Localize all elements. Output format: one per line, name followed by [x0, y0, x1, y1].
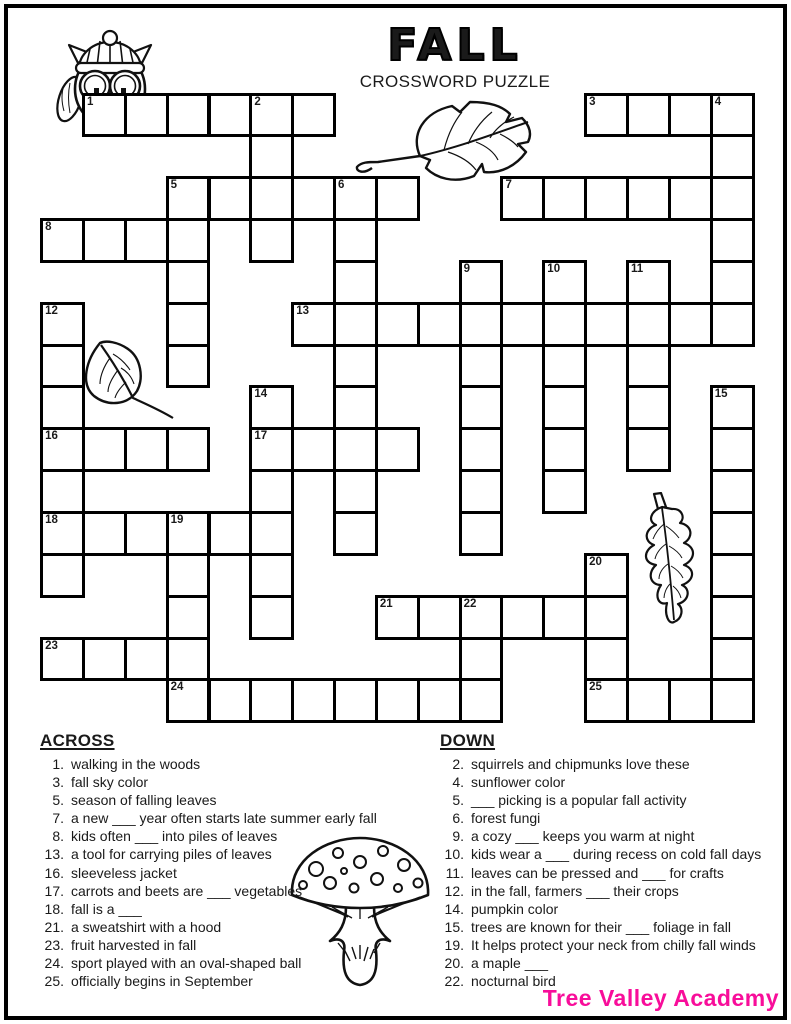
clue-number: 3. [52, 774, 64, 791]
clue-number: 24. [44, 955, 64, 972]
grid-cell[interactable] [40, 469, 85, 514]
grid-cell[interactable] [542, 344, 587, 389]
clue-item [438, 864, 786, 882]
clue-text: a maple ___ [471, 955, 549, 972]
clue-text: season of falling leaves [71, 792, 217, 809]
cell-number: 12 [45, 304, 58, 317]
cell-number: 24 [170, 681, 184, 694]
grid-cell[interactable] [249, 511, 294, 556]
clue-number: 18. [44, 900, 64, 917]
grid-cell[interactable] [291, 302, 336, 347]
grid-cell[interactable] [249, 678, 294, 723]
clue-item [438, 791, 786, 809]
clue-item [38, 936, 432, 954]
clue-item [438, 936, 786, 954]
clue-item [38, 882, 432, 900]
cell-number: 9 [463, 262, 470, 275]
clue-item [438, 918, 786, 936]
grid-cell[interactable] [249, 427, 294, 472]
clue-item [438, 773, 786, 791]
grid-cell[interactable] [291, 176, 336, 221]
grid-cell[interactable] [166, 176, 211, 221]
grid-cell[interactable] [584, 176, 629, 221]
cell-number: 4 [714, 95, 722, 108]
grid-cell[interactable] [333, 427, 378, 472]
grid-cell[interactable] [542, 385, 587, 430]
clue-item [38, 755, 432, 773]
clue-text: forest fungi [471, 810, 541, 827]
grid-cell[interactable] [249, 93, 294, 138]
grid-cell[interactable] [124, 637, 169, 682]
clue-number: 19. [444, 936, 464, 953]
grid-cell[interactable] [626, 93, 671, 138]
clue-text: fall sky color [71, 774, 149, 791]
grid-cell[interactable] [584, 595, 629, 640]
grid-cell[interactable] [82, 218, 127, 263]
clue-number: 21. [44, 918, 64, 935]
grid-cell[interactable] [375, 427, 420, 472]
grid-cell[interactable] [333, 260, 378, 305]
cell-number: 20 [589, 555, 602, 568]
grid-cell[interactable] [40, 511, 85, 556]
grid-cell[interactable] [82, 637, 127, 682]
grid-cell[interactable] [124, 511, 169, 556]
cell-number: 6 [338, 179, 345, 192]
grid-cell[interactable] [626, 176, 671, 221]
across-heading: ACROSS [40, 731, 115, 750]
grid-cell[interactable] [459, 427, 504, 472]
grid-cell[interactable] [166, 595, 211, 640]
clue-text: walking in the woods [71, 756, 201, 772]
across-section [38, 731, 432, 990]
grid-cell[interactable] [710, 427, 755, 472]
grid-cell[interactable] [459, 469, 504, 514]
grid-cell[interactable] [124, 218, 169, 263]
grid-cell[interactable] [417, 678, 462, 723]
grid-cell[interactable] [166, 511, 211, 556]
clue-item [438, 845, 786, 863]
clue-number: 10. [444, 846, 464, 863]
grid-cell[interactable] [40, 553, 85, 598]
grid-cell[interactable] [375, 302, 420, 347]
grid-cell[interactable] [40, 427, 85, 472]
clue-item [438, 882, 786, 900]
grid-cell[interactable] [500, 595, 545, 640]
cell-number: 2 [254, 95, 261, 108]
grid-cell[interactable] [166, 302, 211, 347]
clue-number: 2. [452, 756, 464, 772]
cell-number: 23 [45, 639, 58, 652]
grid-cell[interactable] [584, 302, 629, 347]
clue-item [38, 809, 432, 827]
grid-cell[interactable] [249, 469, 294, 514]
grid-cell[interactable] [459, 637, 504, 682]
grid-cell[interactable] [584, 93, 629, 138]
grid-cell[interactable] [333, 344, 378, 389]
cell-number: 16 [45, 430, 58, 443]
grid-cell[interactable] [459, 385, 504, 430]
clue-number: 4. [452, 774, 464, 791]
grid-cell[interactable] [710, 595, 755, 640]
clue-text: officially begins in September [71, 973, 253, 990]
cell-number: 18 [45, 514, 58, 526]
grid-cell[interactable] [459, 595, 504, 640]
title-block [310, 20, 600, 92]
clue-text: pumpkin color [471, 900, 559, 917]
grid-cell[interactable] [291, 93, 336, 138]
grid-cell[interactable] [375, 176, 420, 221]
cell-number: 8 [45, 221, 52, 234]
clue-number: 5. [52, 792, 64, 809]
clue-item [38, 900, 432, 918]
grid-cell[interactable] [82, 93, 127, 138]
clue-text: sleeveless jacket [71, 864, 177, 881]
grid-cell[interactable] [542, 302, 587, 347]
grid-cell[interactable] [459, 678, 504, 723]
clue-number: 13. [44, 846, 64, 863]
clue-item [38, 864, 432, 882]
grid-cell[interactable] [710, 678, 755, 723]
grid-cell[interactable] [710, 302, 755, 347]
cell-number: 7 [505, 179, 512, 192]
clue-text: sport played with an oval-shaped ball [71, 955, 302, 972]
clue-number: 14. [444, 900, 464, 917]
clue-text: leaves can be pressed and ___ for crafts [471, 864, 724, 881]
grid-cell[interactable] [166, 218, 211, 263]
grid-cell[interactable] [710, 260, 755, 305]
grid-cell[interactable] [626, 385, 671, 430]
grid-cell[interactable] [375, 595, 420, 640]
clue-number: 22. [444, 973, 464, 990]
clue-number: 20. [444, 955, 464, 972]
clue-number: 6. [452, 810, 464, 827]
grid-cell[interactable] [542, 260, 587, 305]
grid-cell[interactable] [710, 93, 755, 138]
grid-cell[interactable] [249, 595, 294, 640]
page-subtitle: CROSSWORD PUZZLE [359, 72, 551, 91]
clue-text: kids wear a ___ during recess on cold fall days [471, 846, 762, 863]
clue-text: a new ___ year often starts late summer early fall [71, 810, 377, 827]
clue-item [38, 954, 432, 972]
across-clues [38, 755, 432, 990]
clue-number: 12. [444, 882, 464, 899]
down-heading: DOWN [440, 731, 496, 750]
cell-number: 19 [170, 514, 184, 526]
grid-cell[interactable] [249, 553, 294, 598]
clue-text: carrots and beets are ___ vegetables [71, 882, 303, 899]
grid-cell[interactable] [166, 553, 211, 598]
down-section [438, 731, 786, 990]
grid-cell[interactable] [208, 176, 253, 221]
clue-number: 5. [452, 792, 464, 809]
grid-cell[interactable] [249, 134, 294, 179]
cell-number: 14 [254, 388, 268, 401]
grid-cell[interactable] [710, 511, 755, 556]
grid-cell[interactable] [166, 678, 211, 723]
cell-number: 15 [714, 388, 728, 401]
grid-cell[interactable] [82, 511, 127, 556]
grid-cell[interactable] [626, 260, 671, 305]
page-title: FALL [387, 20, 523, 71]
grid-cell[interactable] [375, 678, 420, 723]
clue-number: 7. [52, 810, 64, 827]
clue-text: in the fall, farmers ___ their crops [471, 882, 679, 899]
grid-cell[interactable] [82, 427, 127, 472]
oak-leaf-icon [626, 492, 704, 630]
grid-cell[interactable] [542, 469, 587, 514]
grid-cell[interactable] [333, 469, 378, 514]
grid-cell[interactable] [668, 302, 713, 347]
clue-text: a cozy ___ keeps you warm at night [471, 828, 695, 845]
grid-cell[interactable] [584, 678, 629, 723]
grid-cell[interactable] [166, 637, 211, 682]
grid-cell[interactable] [333, 176, 378, 221]
clue-item [438, 827, 786, 845]
grid-cell[interactable] [40, 344, 85, 389]
cell-number: 21 [379, 597, 393, 610]
clue-number: 11. [445, 864, 464, 881]
grid-cell[interactable] [584, 637, 629, 682]
grid-cell[interactable] [291, 427, 336, 472]
clue-item [438, 900, 786, 918]
clue-number: 16. [44, 864, 64, 881]
clue-text: kids often ___ into piles of leaves [71, 828, 278, 845]
clue-item [38, 972, 432, 990]
clue-number: 9. [452, 828, 464, 845]
cell-number: 13 [296, 304, 309, 317]
grid-cell[interactable] [584, 553, 629, 598]
grid-cell[interactable] [710, 469, 755, 514]
grid-cell[interactable] [710, 637, 755, 682]
grid-cell[interactable] [626, 344, 671, 389]
grid-cell[interactable] [333, 302, 378, 347]
grid-cell[interactable] [333, 385, 378, 430]
grid-cell[interactable] [40, 385, 85, 430]
grid-cell[interactable] [710, 218, 755, 263]
grid-cell[interactable] [333, 218, 378, 263]
grid-cell[interactable] [626, 678, 671, 723]
grid-cell[interactable] [542, 176, 587, 221]
grid-cell[interactable] [459, 511, 504, 556]
grid-cell[interactable] [249, 176, 294, 221]
grid-cell[interactable] [249, 385, 294, 430]
grid-cell[interactable] [208, 678, 253, 723]
grid-cell[interactable] [208, 93, 253, 138]
cell-number: 22 [463, 597, 477, 610]
clue-text: ___ picking is a popular fall activity [471, 792, 687, 809]
grid-cell[interactable] [40, 637, 85, 682]
clue-text: It helps protect your neck from chilly fall winds [471, 936, 756, 953]
clue-number: 1. [52, 756, 64, 772]
grid-cell[interactable] [542, 427, 587, 472]
clue-item [438, 755, 786, 773]
grid-cell[interactable] [668, 678, 713, 723]
grid-cell[interactable] [459, 344, 504, 389]
clue-text: nocturnal bird [471, 973, 556, 990]
grid-cell[interactable] [710, 385, 755, 430]
cell-number: 5 [170, 179, 178, 192]
clue-text: trees are known for their ___ foliage in fall [471, 918, 731, 935]
grid-cell[interactable] [500, 176, 545, 221]
grid-cell[interactable] [166, 344, 211, 389]
grid-cell[interactable] [40, 302, 85, 347]
grid-cell[interactable] [333, 678, 378, 723]
grid-cell[interactable] [710, 176, 755, 221]
grid-cell[interactable] [166, 260, 211, 305]
clue-item [438, 809, 786, 827]
cell-number: 11 [631, 262, 644, 275]
clue-item [38, 773, 432, 791]
clue-text: a tool for carrying piles of leaves [71, 846, 272, 863]
cell-number: 10 [547, 262, 561, 275]
clue-number: 17. [44, 882, 64, 899]
grid-cell[interactable] [208, 511, 253, 556]
grid-cell[interactable] [124, 93, 169, 138]
clue-number: 25. [44, 973, 64, 990]
down-clues [438, 755, 786, 990]
cell-number: 25 [589, 681, 602, 694]
clue-item [38, 918, 432, 936]
grid-cell[interactable] [333, 511, 378, 556]
grid-cell[interactable] [542, 595, 587, 640]
clue-text: a sweatshirt with a hood [71, 918, 222, 935]
clue-item [38, 827, 432, 845]
clue-text: squirrels and chipmunks love these [471, 756, 690, 772]
cell-number: 1 [86, 95, 94, 108]
grid-cell[interactable] [626, 427, 671, 472]
grid-cell[interactable] [417, 595, 462, 640]
grid-cell[interactable] [500, 302, 545, 347]
clue-item [38, 845, 432, 863]
cell-number: 3 [589, 95, 596, 108]
grid-cell[interactable] [626, 302, 671, 347]
grid-cell[interactable] [459, 260, 504, 305]
grid-cell[interactable] [417, 302, 462, 347]
clue-number: 23. [44, 936, 64, 953]
clue-item [438, 954, 786, 972]
clue-number: 15. [444, 918, 464, 935]
clue-item [38, 791, 432, 809]
grid-cell[interactable] [291, 678, 336, 723]
grid-cell[interactable] [459, 302, 504, 347]
clue-text: sunflower color [471, 774, 566, 791]
clue-text: fruit harvested in fall [71, 936, 197, 953]
branding: Tree Valley Academy [542, 985, 779, 1011]
grid-cell[interactable] [710, 134, 755, 179]
grid-cell[interactable] [249, 218, 294, 263]
grid-cell[interactable] [166, 93, 211, 138]
grid-cell[interactable] [124, 427, 169, 472]
grid-cell[interactable] [40, 218, 85, 263]
grid-cell[interactable] [668, 176, 713, 221]
grid-cell[interactable] [166, 427, 211, 472]
clue-text: fall is a ___ [71, 900, 142, 917]
clue-number: 8. [52, 828, 64, 845]
cell-number: 17 [254, 430, 268, 443]
grid-cell[interactable] [710, 553, 755, 598]
grid-cell[interactable] [668, 93, 713, 138]
